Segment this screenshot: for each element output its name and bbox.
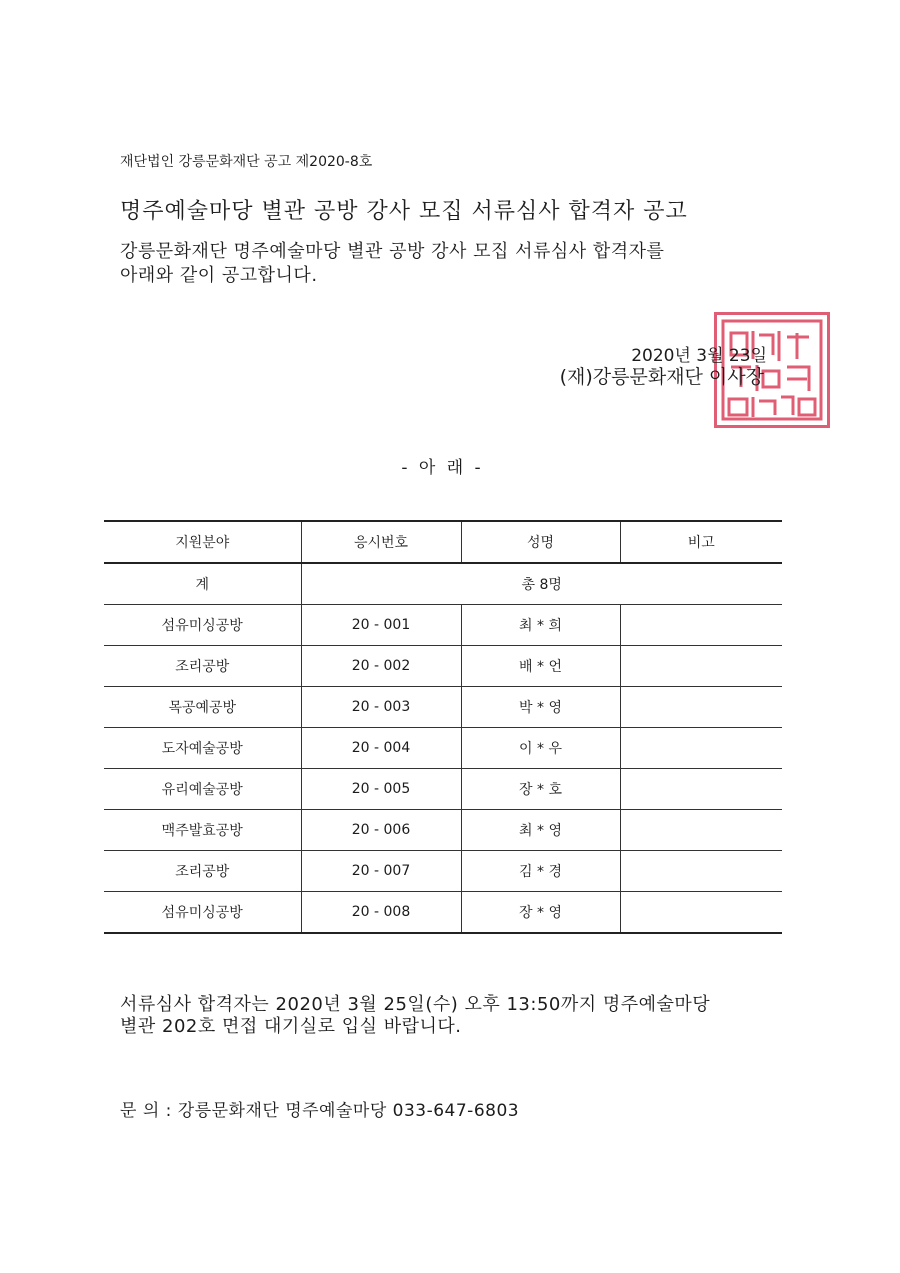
table-row [104,892,782,934]
cell-note [620,605,782,646]
cell-note [620,851,782,892]
intro-paragraph [120,240,664,288]
cell-field: 도자예술공방 [104,728,301,769]
cell-number: 20 - 008 [301,892,461,934]
cell-number: 20 - 001 [301,605,461,646]
cell-name: 장 * 영 [461,892,620,934]
cell-name: 최 * 영 [461,810,620,851]
table-row [104,810,782,851]
table-row [104,769,782,810]
table-row [104,728,782,769]
cell-note [620,728,782,769]
cell-field: 섬유미싱공방 [104,605,301,646]
total-row [104,563,782,605]
notice-number: 재단법인 강릉문화재단 공고 제2020-8호 [120,154,373,170]
results-table [104,520,782,934]
intro-line: 강릉문화재단 명주예술마당 별관 공방 강사 모집 서류심사 합격자를 [120,241,665,262]
cell-note [620,646,782,687]
cell-note [620,810,782,851]
cell-field: 섬유미싱공방 [104,892,301,934]
cell-field: 조리공방 [104,851,301,892]
cell-number: 20 - 005 [301,769,461,810]
header-number: 응시번호 [301,521,461,563]
cell-name: 최 * 희 [461,605,620,646]
total-label: 계 [104,563,301,605]
cell-note [620,892,782,934]
cell-field: 조리공방 [104,646,301,687]
cell-number: 20 - 007 [301,851,461,892]
issue-date: 2020년 3월 23일 [631,346,767,366]
cell-field: 유리예술공방 [104,769,301,810]
notice-line: 서류심사 합격자는 2020년 3월 25일(수) 오후 13:50까지 명주예술마당 [120,994,711,1015]
table-row [104,687,782,728]
table-row [104,851,782,892]
notice-line: 별관 202호 면접 대기실로 입실 바랍니다. [120,1016,462,1037]
interview-notice [120,994,710,1038]
cell-field: 맥주발효공방 [104,810,301,851]
total-value: 총 8명 [301,563,782,605]
cell-name: 장 * 호 [461,769,620,810]
document-title: 명주예술마당 별관 공방 강사 모집 서류심사 합격자 공고 [120,199,688,224]
cell-name: 박 * 영 [461,687,620,728]
cell-name: 배 * 언 [461,646,620,687]
cell-field: 목공예공방 [104,687,301,728]
table-header-row [104,521,782,563]
cell-note [620,687,782,728]
cell-number: 20 - 004 [301,728,461,769]
header-note: 비고 [620,521,782,563]
cell-name: 김 * 경 [461,851,620,892]
cell-number: 20 - 003 [301,687,461,728]
cell-number: 20 - 002 [301,646,461,687]
contact-info: 문 의 : 강릉문화재단 명주예술마당 033-647-6803 [120,1101,520,1121]
table-row [104,605,782,646]
header-field: 지원분야 [104,521,301,563]
issuer-name: (재)강릉문화재단 이사장 [559,366,764,388]
intro-line: 아래와 같이 공고합니다. [120,265,318,286]
cell-name: 이 * 우 [461,728,620,769]
section-label: - 아 래 - [401,458,484,478]
cell-note [620,769,782,810]
table-row [104,646,782,687]
cell-number: 20 - 006 [301,810,461,851]
header-name: 성명 [461,521,620,563]
